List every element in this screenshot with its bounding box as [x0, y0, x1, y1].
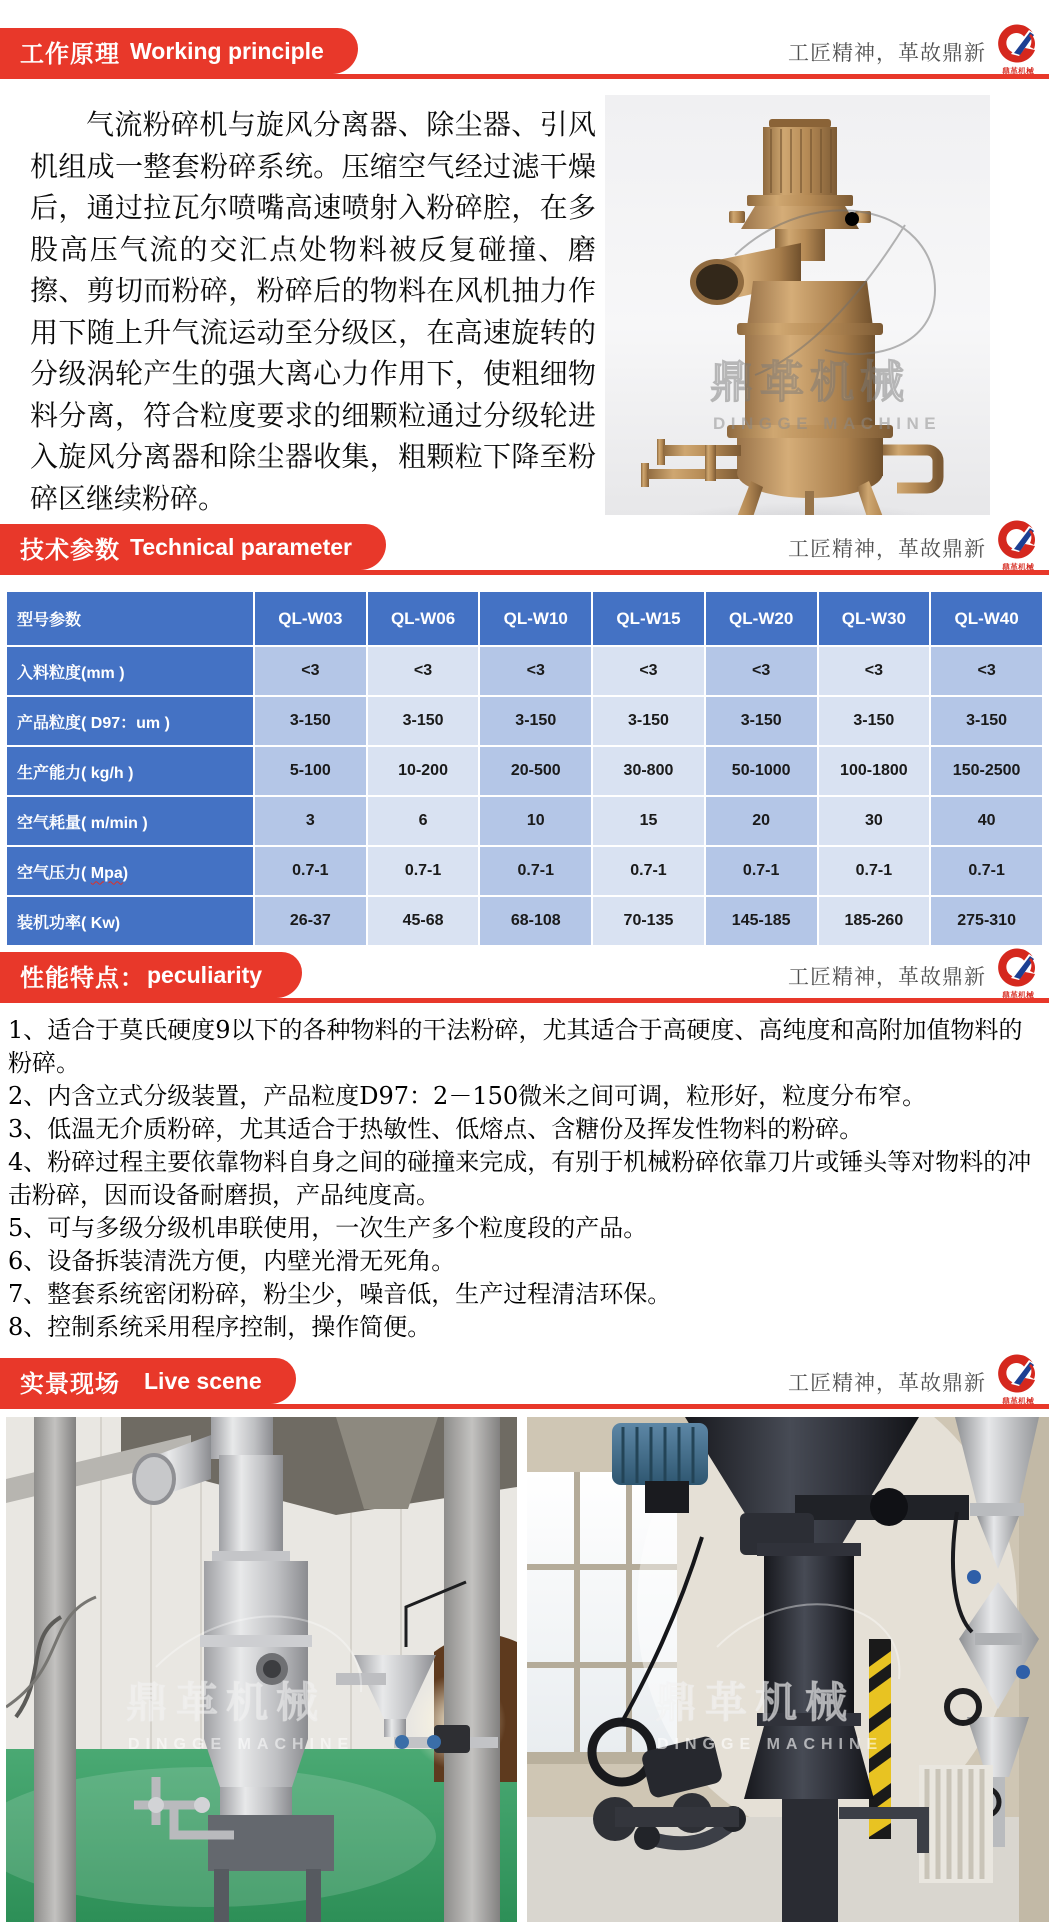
live-scene-photo-right — [527, 1417, 1049, 1922]
live-scene-header — [0, 1358, 1049, 1404]
parameter-label: 空气耗量( m/min ) — [6, 796, 254, 846]
section-banner-peculiarity — [0, 952, 302, 998]
parameter-value: <3 — [367, 646, 480, 696]
model-column-header: QL-W30 — [818, 591, 931, 646]
dingge-logo-icon — [995, 948, 1041, 1004]
table-row — [6, 846, 1043, 896]
photo-watermark-en: DINGGE MACHINE — [128, 1736, 355, 1753]
divider-line — [0, 998, 1049, 1003]
dingge-logo-icon — [995, 520, 1041, 576]
feature-item: 1、适合于莫氏硬度9以下的各种物料的干法粉碎，尤其适合于高硬度、高纯度和高附加值物料的粉碎。 — [8, 1016, 1023, 1077]
parameter-value: 3-150 — [592, 696, 705, 746]
parameter-value: 3-150 — [254, 696, 367, 746]
section-banner-working-principle — [0, 28, 358, 74]
machine-watermark-zh: 鼎革机械 — [710, 358, 910, 407]
parameter-value: 40 — [930, 796, 1043, 846]
section-banner-live-scene — [0, 1358, 296, 1404]
parameter-value: 185-260 — [818, 896, 931, 946]
parameter-value: 0.7-1 — [254, 846, 367, 896]
tech-parameter-table — [5, 590, 1044, 947]
model-column-header: QL-W15 — [592, 591, 705, 646]
factory-photo-right-illustration — [527, 1417, 1049, 1922]
parameter-value: 0.7-1 — [367, 846, 480, 896]
brand-motto: 工匠精神，革故鼎新 — [788, 1372, 986, 1395]
parameter-value: 150-2500 — [930, 746, 1043, 796]
table-header-label: 型号参数 — [6, 591, 254, 646]
photo-watermark-en: DINGGE MACHINE — [657, 1736, 884, 1753]
section-banner-technical-parameter — [0, 524, 386, 570]
table-row — [6, 696, 1043, 746]
feature-item: 7、整套系统密闭粉碎，粉尘少，噪音低，生产过程清洁环保。 — [8, 1280, 672, 1308]
parameter-value: <3 — [818, 646, 931, 696]
parameter-value: 70-135 — [592, 896, 705, 946]
brand-motto-block — [788, 948, 1041, 1004]
working-principle-header — [0, 28, 1049, 74]
parameter-value: 3-150 — [930, 696, 1043, 746]
factory-photo-left-illustration — [6, 1417, 517, 1922]
table-header-row — [6, 591, 1043, 646]
model-column-header: QL-W20 — [705, 591, 818, 646]
parameter-value: 30-800 — [592, 746, 705, 796]
parameter-value: 10 — [479, 796, 592, 846]
banner-title-zh: 工作原理 — [20, 40, 120, 68]
banner-title-en: Live scene — [144, 1367, 262, 1394]
peculiarity-header — [0, 952, 1049, 998]
feature-item: 4、粉碎过程主要依靠物料自身之间的碰撞来完成，有别于机械粉碎依靠刀片或锤头等对物料的冲击粉碎，因而设备耐磨损，产品纯度高。 — [8, 1148, 1032, 1209]
parameter-value: 3-150 — [479, 696, 592, 746]
brand-motto-block — [788, 520, 1041, 576]
table-row — [6, 896, 1043, 946]
parameter-label: 空气压力( Mpa) — [6, 846, 254, 896]
banner-title-en: Technical parameter — [130, 533, 353, 560]
parameter-value: 3-150 — [705, 696, 818, 746]
parameter-value: 5-100 — [254, 746, 367, 796]
working-principle-paragraph: 气流粉碎机与旋风分离器、除尘器、引风机组成一整套粉碎系统。压缩空气经过滤干燥后，通过拉瓦尔喷嘴高速喷射入粉碎腔，在多股高压气流的交汇点处物料被反复碰撞、磨擦、剪切而粉碎，粉碎后的物料在风机抽力作用下随上升气流运动至分级区，在高速旋转的分级涡轮产生的强大离心力作用下，使粗细物料分离，符合粒度要求的细颗粒通过分级轮进入旋风分离器和除尘器收集，粗颗粒下降至粉碎区继续粉碎。 — [30, 108, 596, 515]
parameter-label: 入料粒度(mm ) — [6, 646, 254, 696]
parameter-value: 10-200 — [367, 746, 480, 796]
parameter-value: 0.7-1 — [705, 846, 818, 896]
feature-item: 6、设备拆装清洗方便，内壁光滑无死角。 — [8, 1247, 456, 1275]
model-column-header: QL-W06 — [367, 591, 480, 646]
dingge-logo-icon — [995, 24, 1041, 80]
feature-item: 3、低温无介质粉碎，尤其适合于热敏性、低熔点、含糖份及挥发性物料的粉碎。 — [8, 1115, 864, 1143]
tech-parameter-table-body — [6, 591, 1043, 946]
feature-item: 5、可与多级分级机串联使用，一次生产多个粒度段的产品。 — [8, 1214, 648, 1242]
parameter-value: 145-185 — [705, 896, 818, 946]
peculiarity-list — [8, 1014, 1041, 1344]
parameter-value: 6 — [367, 796, 480, 846]
jet-mill-illustration — [605, 95, 990, 515]
parameter-value: 100-1800 — [818, 746, 931, 796]
model-column-header: QL-W10 — [479, 591, 592, 646]
table-row — [6, 796, 1043, 846]
parameter-value: 0.7-1 — [479, 846, 592, 896]
parameter-value: 15 — [592, 796, 705, 846]
parameter-value: <3 — [705, 646, 818, 696]
parameter-value: 20 — [705, 796, 818, 846]
parameter-value: 0.7-1 — [592, 846, 705, 896]
brand-motto: 工匠精神，革故鼎新 — [788, 966, 986, 989]
divider-line — [0, 570, 1049, 575]
divider-line — [0, 74, 1049, 79]
banner-title-en: Working principle — [130, 37, 324, 64]
parameter-label: 产品粒度( D97：um ) — [6, 696, 254, 746]
feature-item: 2、内含立式分级装置，产品粒度D97：2－150微米之间可调，粒形好，粒度分布窄。 — [8, 1082, 927, 1110]
table-row — [6, 646, 1043, 696]
parameter-label: 生产能力( kg/h ) — [6, 746, 254, 796]
model-column-header: QL-W03 — [254, 591, 367, 646]
table-row — [6, 746, 1043, 796]
parameter-value: <3 — [930, 646, 1043, 696]
brand-motto: 工匠精神，革故鼎新 — [788, 42, 986, 65]
parameter-value: 68-108 — [479, 896, 592, 946]
brand-motto-block — [788, 24, 1041, 80]
model-column-header: QL-W40 — [930, 591, 1043, 646]
parameter-value: 3-150 — [818, 696, 931, 746]
parameter-value: 3 — [254, 796, 367, 846]
parameter-value: 26-37 — [254, 896, 367, 946]
feature-item: 8、控制系统采用程序控制，操作简便。 — [8, 1313, 432, 1341]
banner-title-zh: 性能特点： — [20, 964, 145, 992]
technical-parameter-header — [0, 524, 1049, 570]
photo-watermark-zh: 鼎革机械 — [655, 1679, 856, 1726]
parameter-value: <3 — [254, 646, 367, 696]
brand-motto-block — [788, 1354, 1041, 1410]
parameter-value: 45-68 — [367, 896, 480, 946]
parameter-value: 275-310 — [930, 896, 1043, 946]
spellcheck-underline: Mpa — [90, 864, 123, 882]
dingge-logo-icon — [995, 1354, 1041, 1410]
parameter-value: <3 — [479, 646, 592, 696]
parameter-value: 0.7-1 — [818, 846, 931, 896]
banner-title-zh: 实景现场 — [20, 1370, 120, 1398]
parameter-value: 50-1000 — [705, 746, 818, 796]
parameter-label: 装机功率( Kw) — [6, 896, 254, 946]
brand-motto: 工匠精神，革故鼎新 — [788, 538, 986, 561]
live-scene-photo-left — [6, 1417, 517, 1922]
banner-title-en: peculiarity — [147, 961, 263, 988]
parameter-value: 30 — [818, 796, 931, 846]
machine-render-image — [605, 95, 990, 515]
photo-watermark-zh: 鼎革机械 — [126, 1679, 327, 1726]
machine-watermark-en: DINGGE MACHINE — [713, 414, 942, 433]
parameter-value: <3 — [592, 646, 705, 696]
parameter-value: 3-150 — [367, 696, 480, 746]
banner-title-zh: 技术参数 — [20, 536, 120, 564]
divider-line — [0, 1404, 1049, 1409]
parameter-value: 0.7-1 — [930, 846, 1043, 896]
parameter-value: 20-500 — [479, 746, 592, 796]
